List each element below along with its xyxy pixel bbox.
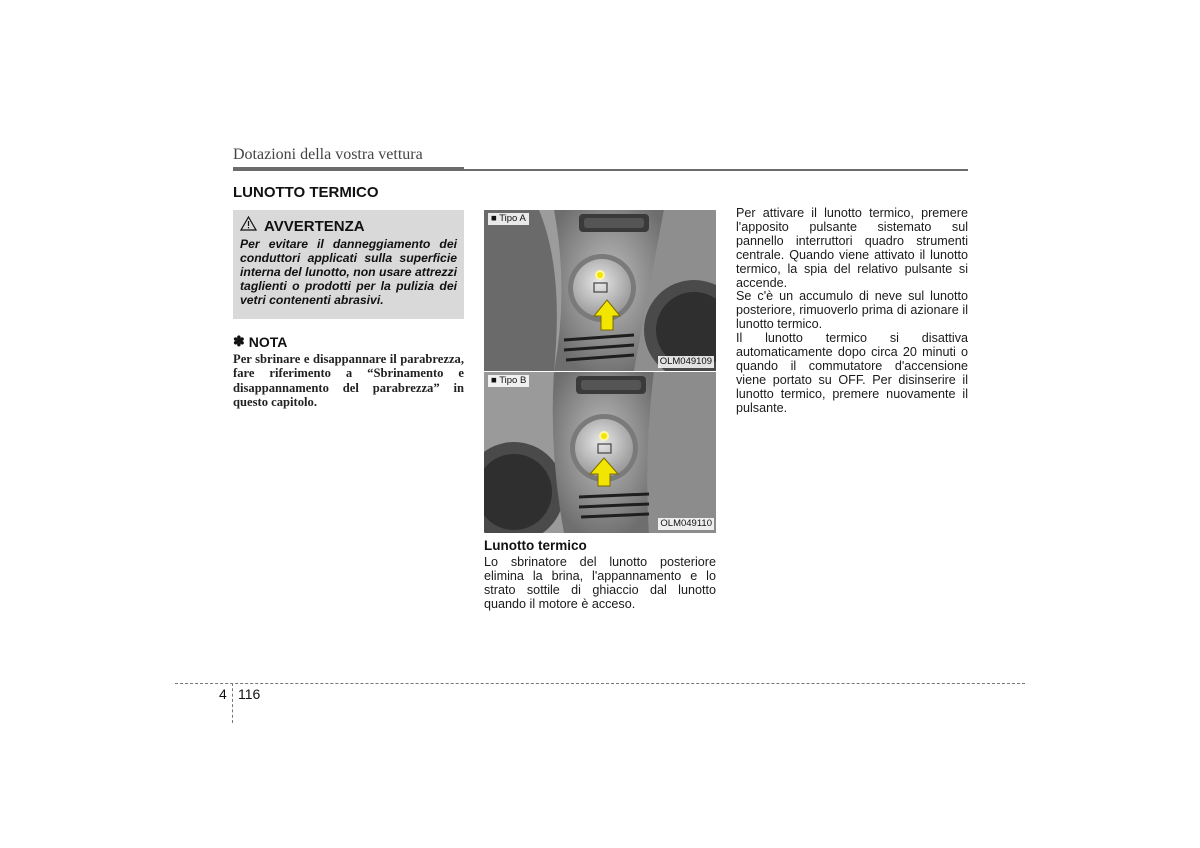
warning-triangle-icon [240, 216, 257, 236]
warning-title: AVVERTENZA [264, 217, 365, 235]
footer-divider [232, 683, 233, 723]
figure-b-label: ■ Tipo B [488, 375, 529, 387]
figure-tipo-b [484, 372, 716, 533]
section-title: LUNOTTO TERMICO [233, 184, 379, 201]
instructions-column [736, 207, 968, 416]
figure-subtitle: Lunotto termico [484, 538, 587, 553]
note-title: NOTA [248, 333, 288, 350]
warning-text: Per evitare il danneggiamento dei conduttori applicati sulla superficie interna del lunotto, non usare attrezzi taglienti o prodotti per la pulizia dei vetri contenenti abrasivi. [240, 237, 457, 307]
page-chapter-number: 4 [219, 686, 227, 702]
instruction-paragraph: Per attivare il lunotto termico, premere l'apposito pulsante sistemato sul pannello interruttori quadro strumenti centrale. Quando viene attivato il lunotto termico, la spia del relativo pulsante si accende. [736, 206, 968, 290]
note-text: Per sbrinare e disappannare il parabrezza, fare riferimento a “Sbrinamento e disappannamento del parabrezza” in questo capitolo. [233, 352, 464, 409]
defroster-button-photo-a [484, 210, 716, 371]
figure-description: Lo sbrinatore del lunotto posteriore elimina la brina, l'appannamento e lo strato sottile di ghiaccio dal lunotto quando il motore è acceso. [484, 555, 716, 611]
figure-a-code: OLM049109 [659, 356, 712, 367]
figure-a-label: ■ Tipo A [488, 213, 529, 225]
defroster-button-photo-b [484, 372, 716, 533]
page-number: 116 [238, 686, 261, 702]
warning-header [240, 217, 457, 235]
figure-b-code: OLM049110 [660, 518, 712, 529]
instruction-paragraph: Se c'è un accumulo di neve sul lunotto posteriore, rimuoverlo prima di azionare il lunotto termico. [736, 289, 968, 332]
header-rule [464, 169, 968, 171]
header-rule-dark [233, 167, 464, 171]
warning-box [233, 210, 464, 319]
asterisk-icon: ✽ [233, 333, 245, 349]
instruction-paragraph: Il lunotto termico si disattiva automaticamente dopo circa 20 minuti o quando il commutatore d'accensione viene portato su OFF. Per disinserire il lunotto termico, premere nuovamente il pulsante. [736, 331, 968, 415]
figure-tipo-a [484, 210, 716, 371]
note-header [233, 333, 287, 350]
footer-rule [175, 683, 1025, 684]
chapter-header-title: Dotazioni della vostra vettura [233, 146, 423, 163]
